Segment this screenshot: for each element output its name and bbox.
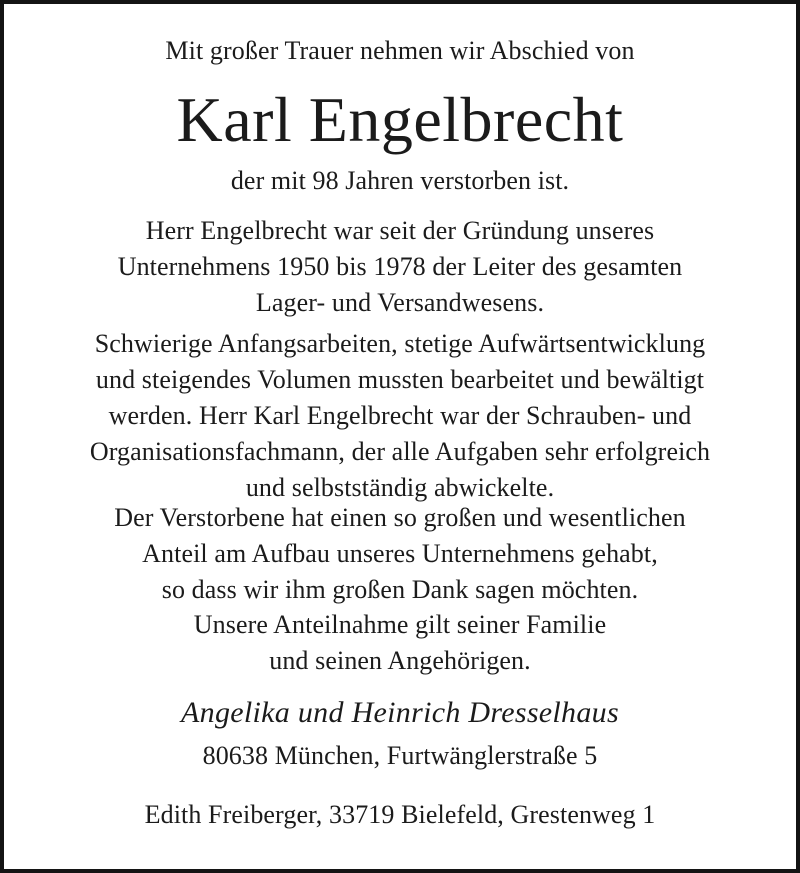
paragraph-line: Organisationsfachmann, der alle Aufgaben sehr erfolgreich [89, 437, 711, 466]
paragraph-line: werden. Herr Karl Engelbrecht war der Schrauben- und [108, 401, 692, 430]
paragraph-line: Unsere Anteilnahme gilt seiner Familie [193, 610, 607, 639]
paragraph-line: und selbstständig abwickelte. [245, 473, 555, 502]
paragraph-line: und seinen Angehörigen. [269, 646, 531, 675]
age-line: der mit 98 Jahren verstorben ist. [230, 166, 570, 195]
paragraph-line: Unternehmens 1950 bis 1978 der Leiter des gesamten [117, 252, 683, 281]
paragraph-line: Lager- und Versandwesens. [255, 288, 545, 317]
second-contact: Edith Freiberger, 33719 Bielefeld, Grestenweg 1 [144, 800, 656, 829]
signature-names: Angelika und Heinrich Dresselhaus [181, 696, 619, 729]
intro-line: Mit großer Trauer nehmen wir Abschied von [165, 36, 635, 65]
paragraph-line: Herr Engelbrecht war seit der Gründung unseres [145, 216, 655, 245]
deceased-name: Karl Engelbrecht [176, 84, 624, 155]
paragraph-line: Schwierige Anfangsarbeiten, stetige Aufwärtsentwicklung [94, 329, 706, 358]
paragraph-line: so dass wir ihm großen Dank sagen möchten. [161, 575, 639, 604]
paragraph-line: und steigendes Volumen mussten bearbeitet und bewältigt [95, 365, 705, 394]
paragraph-line: Der Verstorbene hat einen so großen und wesentlichen [114, 503, 686, 532]
paragraph-line: Anteil am Aufbau unseres Unternehmens gehabt, [142, 539, 658, 568]
signature-address: 80638 München, Furtwänglerstraße 5 [202, 741, 598, 770]
